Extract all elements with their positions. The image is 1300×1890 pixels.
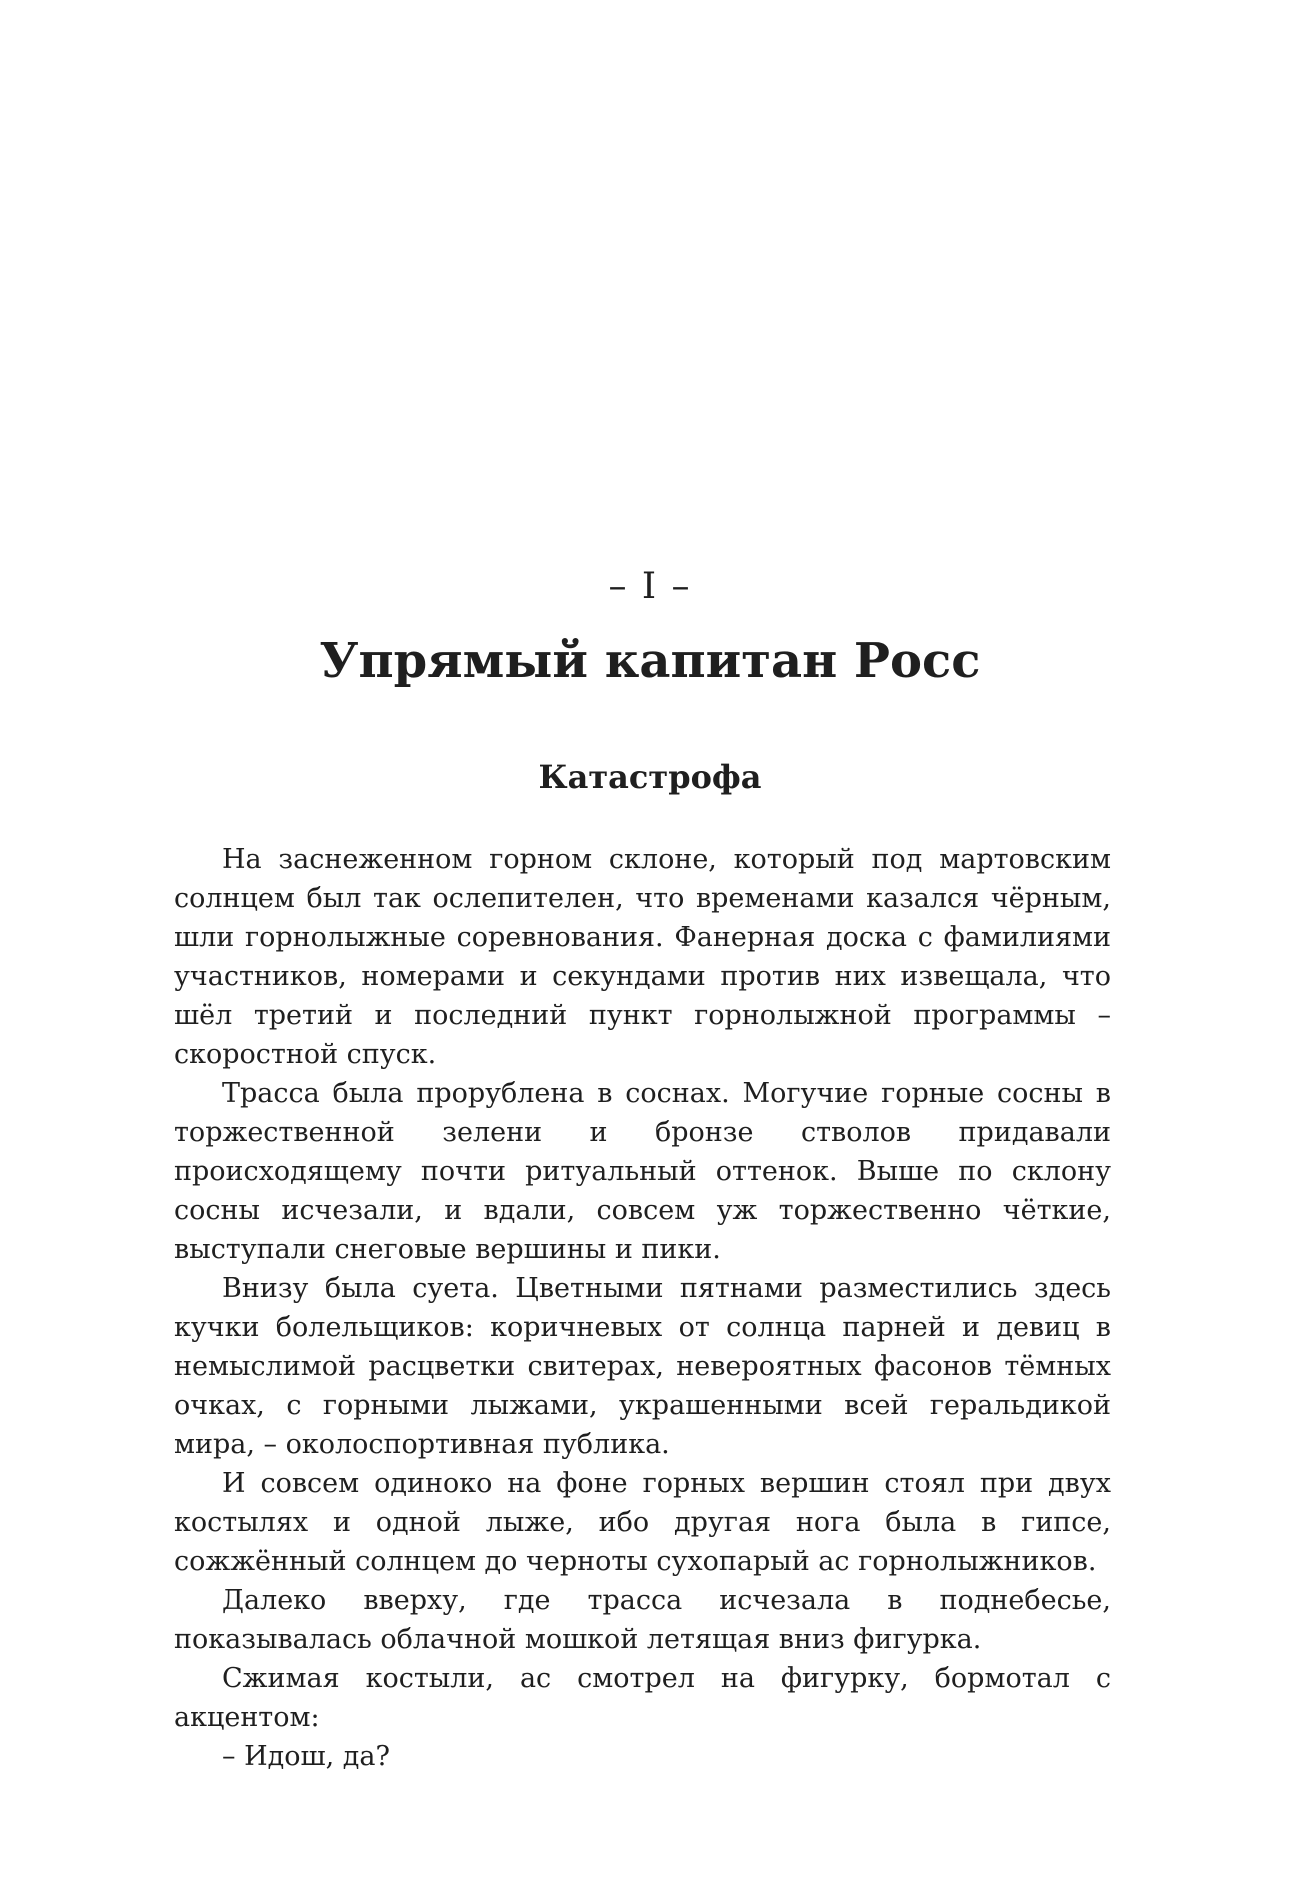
paragraph: Внизу была суета. Цветными пятнами разместились здесь кучки болельщиков: коричневых от солнца парней и девиц в немыслимой расцветки свитерах, невероятных фасонов тёмных очках, с горными лыжами, украшенными всей геральдикой мира, – околоспортивная публика.	[174, 1273, 1111, 1460]
section-title: Катастрофа	[538, 758, 762, 796]
paragraph: – Идош, да?	[222, 1741, 390, 1772]
paragraph: На заснеженном горном склоне, который под мартовским солнцем был так ослепителен, что временами казался чёрным, шли горнолыжные соревнования. Фанерная доска с фамилиями участников, номерами и секундами против них извещала, что шёл третий и последний пункт горнолыжной программы – скоростной спуск.	[174, 844, 1111, 1070]
body-text	[174, 840, 1111, 1776]
chapter-number: – I –	[608, 566, 692, 607]
paragraph: И совсем одиноко на фоне горных вершин стоял при двух костылях и одной лыже, ибо другая нога была в гипсе, сожжённый солнцем до черноты сухопарый ас горнолыжников.	[174, 1468, 1111, 1577]
paragraph: Трасса была прорублена в соснах. Могучие горные сосны в торжественной зелени и бронзе стволов придавали происходящему почти ритуальный оттенок. Выше по склону сосны исчезали, и вдали, совсем уж торжественно чёткие, выступали снеговые вершины и пики.	[174, 1078, 1111, 1265]
chapter-title: Упрямый капитан Росс	[319, 633, 981, 689]
paragraph: Сжимая костыли, ас смотрел на фигурку, бормотал с акцентом:	[174, 1663, 1111, 1733]
paragraph: Далеко вверху, где трасса исчезала в поднебесье, показывалась облачной мошкой летящая вниз фигурка.	[174, 1585, 1111, 1655]
